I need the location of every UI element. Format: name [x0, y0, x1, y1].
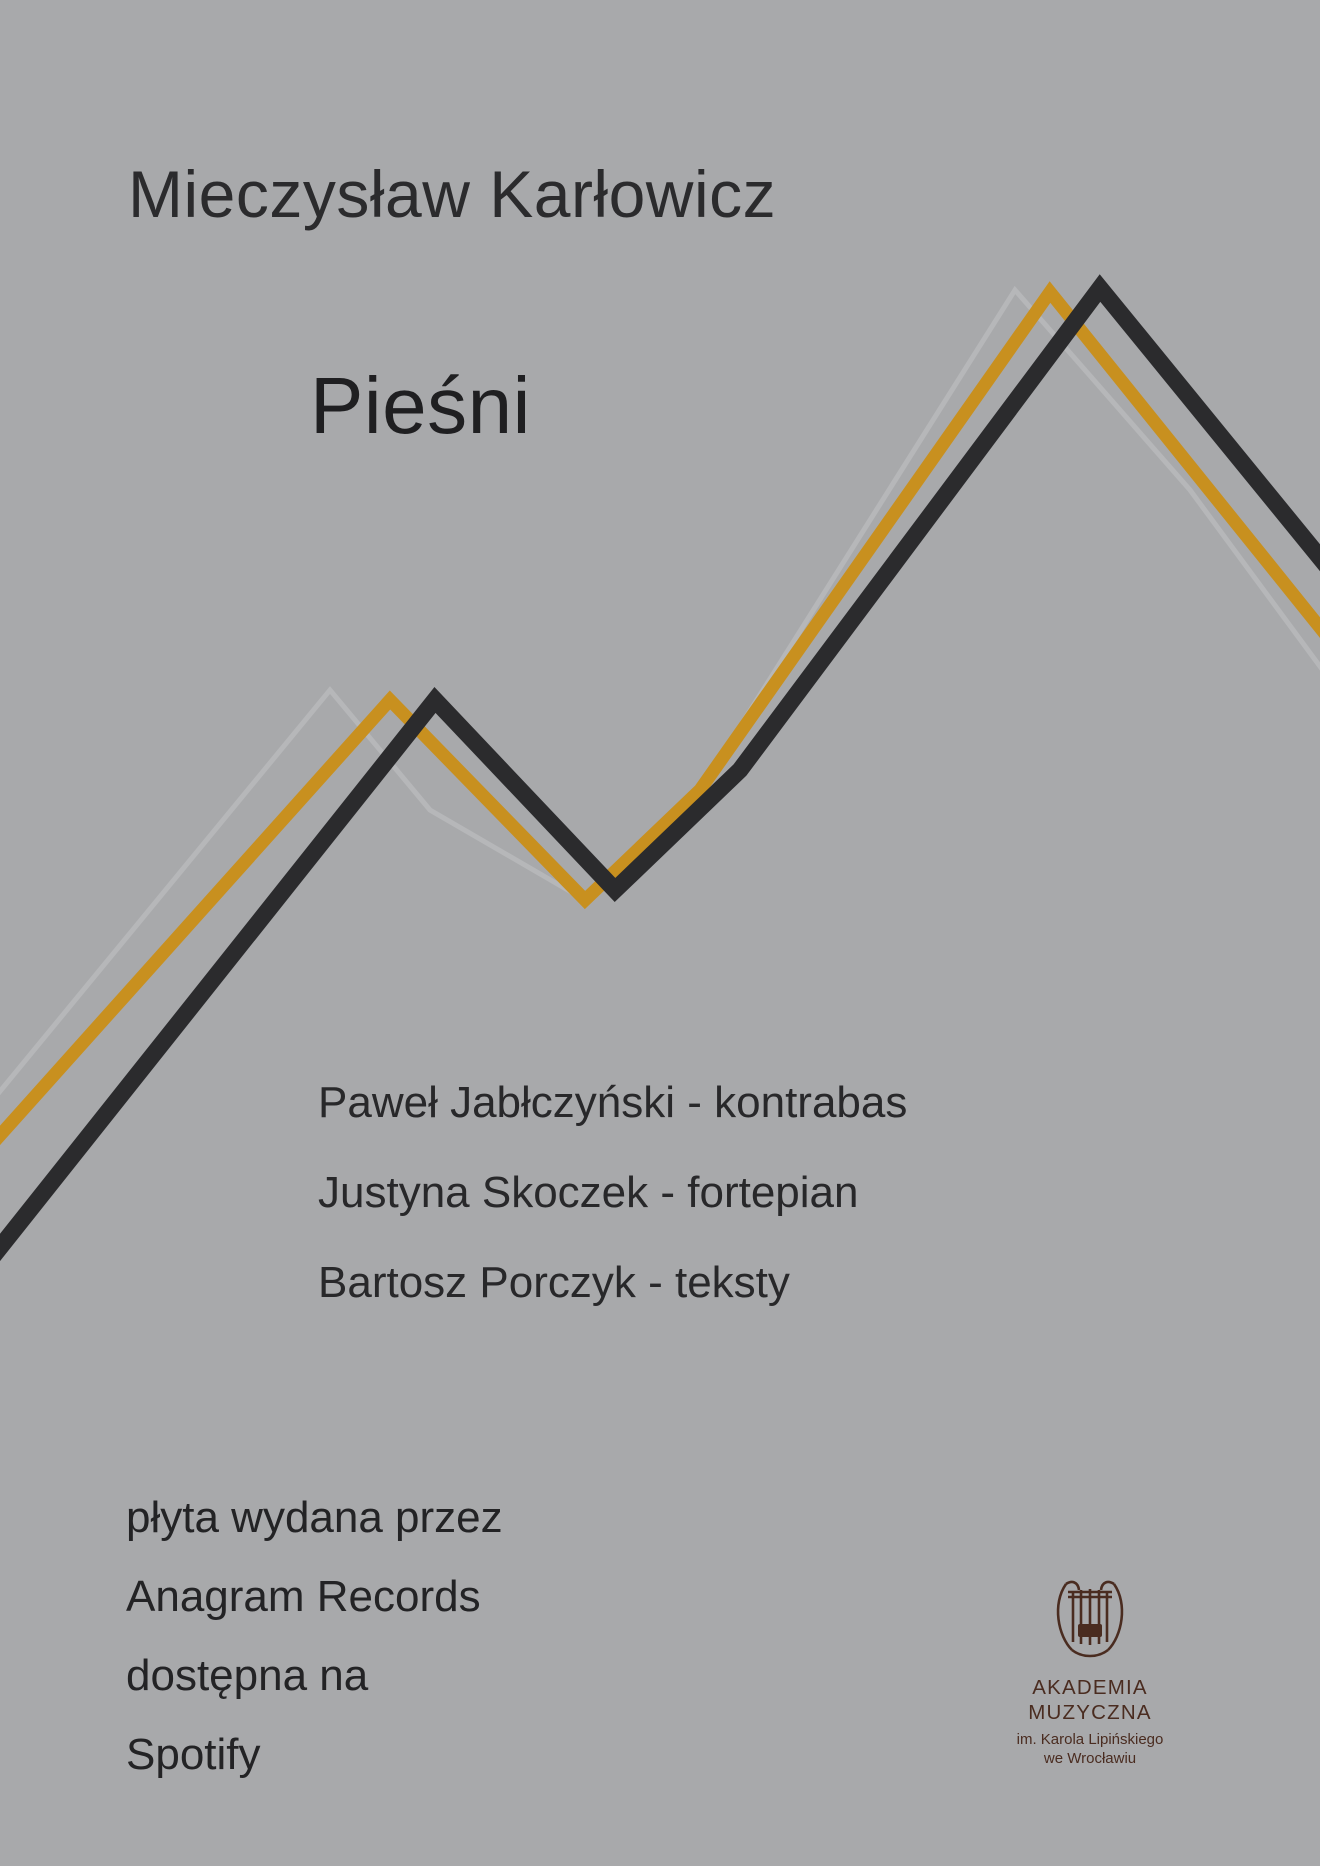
list-item: Justyna Skoczek - fortepian	[318, 1168, 859, 1217]
academy-logo	[975, 1570, 1205, 1769]
page-title: Pieśni	[310, 361, 531, 450]
list-item: płyta wydana przez	[126, 1493, 503, 1542]
list-item: Bartosz Porczyk - teksty	[318, 1258, 790, 1307]
academy-name: AKADEMIA MUZYCZNA	[1028, 1676, 1152, 1724]
release-info	[126, 1478, 503, 1794]
performers-list	[318, 1058, 907, 1328]
composer-name: Mieczysław Karłowicz	[128, 157, 777, 231]
academy-patron: im. Karola Lipińskiego	[1016, 1731, 1164, 1749]
lyre-icon	[1042, 1570, 1138, 1666]
list-item: Anagram Records	[126, 1572, 481, 1621]
ghost-peak-line	[0, 290, 1320, 1140]
list-item: Spotify	[126, 1730, 261, 1779]
gold-peak-line	[0, 292, 1320, 1180]
academy-city: we Wrocławiu	[1043, 1749, 1137, 1767]
list-item: Paweł Jabłczyński - kontrabas	[318, 1078, 908, 1127]
list-item: dostępna na	[126, 1651, 369, 1700]
